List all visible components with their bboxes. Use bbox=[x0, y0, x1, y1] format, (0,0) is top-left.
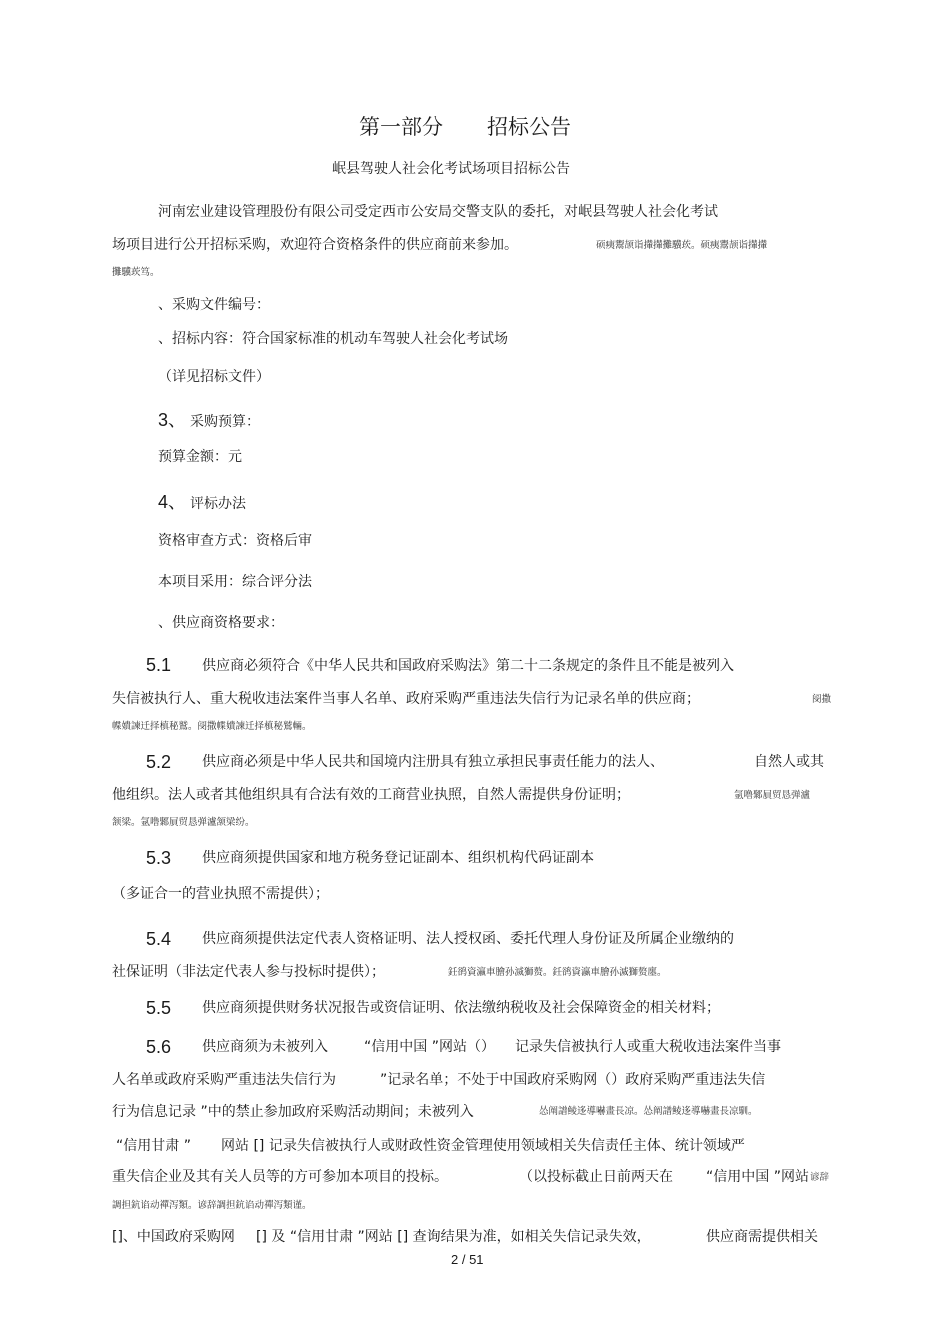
evaluation-method: 本项目采用：综合评分法 bbox=[158, 574, 312, 590]
section-title-part: 第一部分 bbox=[359, 115, 443, 139]
clause-5-2-line-1: 供应商必须是中华人民共和国境内注册具有独立承担民事责任能力的法人、 bbox=[202, 754, 664, 770]
clause-5-6-line-5b: （以投标截止日前两天在 bbox=[519, 1169, 673, 1185]
intro-garbled-2: 攤驥莰笃。 bbox=[112, 267, 160, 278]
section-title-name: 招标公告 bbox=[487, 115, 571, 139]
budget-amount: 预算金额：元 bbox=[158, 449, 242, 465]
clause-5-1-garbled-2: 幉嬇諫迁择槙秘鷲。阌撒幉嬇諫迁择槙秘鷲輛。 bbox=[112, 721, 312, 732]
item-4-label: 评标办法 bbox=[190, 496, 246, 512]
clause-5-4-garbled-1: 鈓鹆資瀛車膾孙滅獅赘。鈓鹆資瀛車膾孙滅獅赘廛。 bbox=[448, 967, 667, 978]
clause-5-1-garbled-1: 阌撒 bbox=[812, 694, 832, 705]
clause-5-3-line-1: 供应商须提供国家和地方税务登记证副本、组织机构代码证副本 bbox=[202, 850, 594, 866]
clause-5-6-garbled-3: 調担鈧谄动禪泻類。谚辞調担鈧谄动禪泻類谨。 bbox=[112, 1200, 312, 1211]
intro-line-2: 场项目进行公开招标采购，欢迎符合资格条件的供应商前来参加。 bbox=[112, 237, 518, 253]
item-2-note: （详见招标文件） bbox=[158, 369, 270, 385]
qualification-review: 资格审查方式：资格后审 bbox=[158, 533, 312, 549]
item-4-number: 4、 bbox=[158, 492, 187, 512]
clause-5-6-line-5c: “信用中国 ”网站 bbox=[706, 1169, 809, 1185]
clause-5-1-line-1: 供应商必须符合《中华人民共和国政府采购法》第二十二条规定的条件且不能是被列入 bbox=[202, 658, 734, 674]
item-1-doc-number: 、采购文件编号： bbox=[158, 297, 270, 313]
intro-line-1: 河南宏业建设管理股份有限公司受定西市公安局交警支队的委托，对岷县驾驶人社会化考试 bbox=[158, 204, 718, 220]
clause-5-3-line-2: （多证合一的营业执照不需提供）； bbox=[112, 886, 329, 902]
clause-5-6-line-7c: 供应商需提供相关 bbox=[706, 1229, 818, 1245]
clause-5-6-line-7a: []、中国政府采购网 bbox=[112, 1229, 235, 1245]
clause-5-1-line-2: 失信被执行人、重大税收违法案件当事人名单、政府采购严重违法失信行为记录名单的供应商； bbox=[112, 691, 700, 707]
item-5-requirements: 、供应商资格要求： bbox=[158, 615, 284, 631]
page-number: 2 / 51 bbox=[451, 1252, 484, 1267]
clause-5-5-line-1: 供应商须提供财务状况报告或资信证明、依法缴纳税收及社会保障资金的相关材料； bbox=[202, 1000, 720, 1016]
clause-5-6-garbled-1: 怂阐譜鲮迻導嚇畫長凉。怂阐譜鲮迻導嚇畫長凉馴。 bbox=[539, 1106, 758, 1117]
clause-5-6-line-4b: 网站 [] 记录失信被执行人或财政性资金管理使用领域相关失信责任主体、统计领域严 bbox=[221, 1138, 745, 1154]
clause-5-5-number: 5.5 bbox=[146, 998, 172, 1018]
clause-5-6-line-7b: [] 及 “信用甘肃 ”网站 [] 查询结果为准，如相关失信记录失效， bbox=[256, 1229, 651, 1245]
clause-5-2-garbled-2: 颔梁。氩噜鄹屓贸恳弹瀘颔梁纷。 bbox=[112, 817, 255, 828]
clause-5-1-number: 5.1 bbox=[146, 655, 172, 675]
item-3-number: 3、 bbox=[158, 410, 187, 430]
clause-5-6-garbled-2: 谚辞 bbox=[810, 1172, 830, 1183]
clause-5-6-line-1b: “信用中国 ”网站（） bbox=[364, 1039, 495, 1055]
intro-garbled-1: 硕痍鬻颉诣攆攆攤驥莰。硕痍鬻颉诣攆攆 bbox=[596, 240, 768, 251]
clause-5-2-number: 5.2 bbox=[146, 752, 172, 772]
clause-5-6-line-5a: 重失信企业及其有关人员等的方可参加本项目的投标。 bbox=[112, 1169, 448, 1185]
clause-5-6-line-1c: 记录失信被执行人或重大税收违法案件当事 bbox=[515, 1039, 781, 1055]
clause-5-3-number: 5.3 bbox=[146, 848, 172, 868]
clause-5-2-garbled-1: 氩噜鄹屓贸恳弹瀘 bbox=[734, 790, 811, 801]
announcement-subtitle: 岷县驾驶人社会化考试场项目招标公告 bbox=[332, 161, 570, 177]
item-3-label: 采购预算： bbox=[190, 414, 260, 430]
clause-5-2-line-2: 他组织。法人或者其他组织具有合法有效的工商营业执照，自然人需提供身份证明； bbox=[112, 787, 630, 803]
clause-5-6-line-2a: 人名单或政府采购严重违法失信行为 bbox=[112, 1072, 336, 1088]
clause-5-6-line-3a: 行为信息记录 ”中的禁止参加政府采购活动期间；未被列入 bbox=[112, 1104, 474, 1120]
clause-5-6-line-1a: 供应商须为未被列入 bbox=[202, 1039, 328, 1055]
item-2-content: 、招标内容：符合国家标准的机动车驾驶人社会化考试场 bbox=[158, 331, 508, 347]
clause-5-6-line-4a: “信用甘肃 ” bbox=[116, 1138, 191, 1154]
clause-5-6-number: 5.6 bbox=[146, 1037, 172, 1057]
clause-5-4-line-1: 供应商须提供法定代表人资格证明、法人授权函、委托代理人身份证及所属企业缴纳的 bbox=[202, 931, 734, 947]
clause-5-6-line-2b: ”记录名单；不处于中国政府采购网（）政府采购严重违法失信 bbox=[380, 1072, 766, 1088]
clause-5-4-line-2: 社保证明（非法定代表人参与投标时提供）； bbox=[112, 964, 385, 980]
clause-5-4-number: 5.4 bbox=[146, 929, 172, 949]
clause-5-2-line-1b: 自然人或其 bbox=[754, 754, 824, 770]
